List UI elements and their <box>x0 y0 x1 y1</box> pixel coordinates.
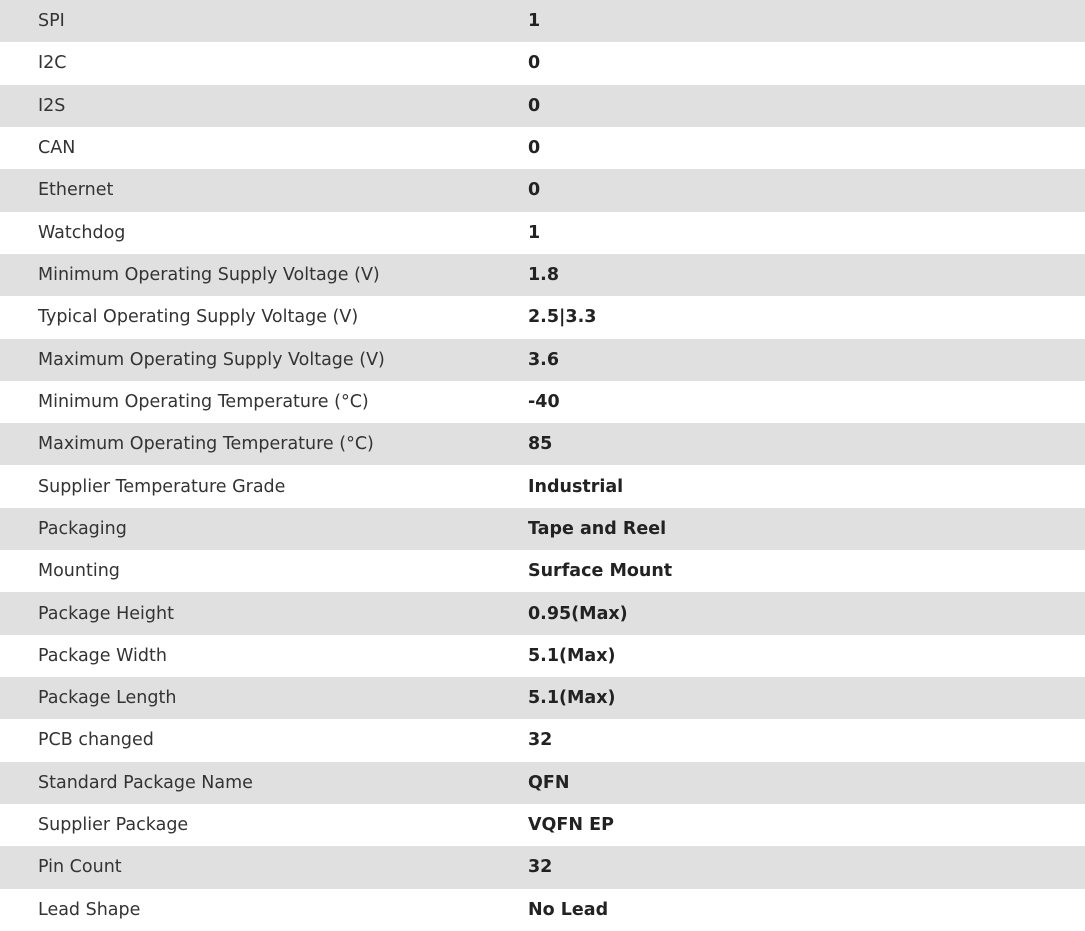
spec-value: Industrial <box>528 476 624 497</box>
spec-label: Supplier Package <box>38 815 189 836</box>
table-row <box>0 42 1085 84</box>
spec-label: Minimum Operating Supply Voltage (V) <box>38 265 380 286</box>
spec-value: VQFN EP <box>528 815 614 836</box>
table-row <box>0 804 1085 846</box>
spec-value: QFN <box>528 772 570 793</box>
spec-label: SPI <box>38 11 65 32</box>
spec-label: CAN <box>38 138 76 159</box>
spec-value: 1 <box>528 222 541 243</box>
table-row <box>0 465 1085 507</box>
table-row <box>0 508 1085 550</box>
table-row <box>0 296 1085 338</box>
spec-label: Package Length <box>38 688 177 709</box>
spec-value: 3.6 <box>528 349 560 370</box>
spec-value: 32 <box>528 730 553 751</box>
spec-label: Mounting <box>38 561 120 582</box>
table-row <box>0 592 1085 634</box>
spec-label: Packaging <box>38 518 127 539</box>
spec-value: 1.8 <box>528 265 560 286</box>
spec-label: Lead Shape <box>38 899 141 920</box>
spec-label: Maximum Operating Supply Voltage (V) <box>38 349 385 370</box>
spec-value: 0.95(Max) <box>528 603 628 624</box>
spec-value: 5.1(Max) <box>528 688 616 709</box>
spec-value: 2.5|3.3 <box>528 307 597 328</box>
spec-value: No Lead <box>528 899 609 920</box>
spec-value: 0 <box>528 53 541 74</box>
spec-value: 0 <box>528 95 541 116</box>
spec-value: 85 <box>528 434 553 455</box>
spec-label: I2S <box>38 95 66 116</box>
spec-value: 1 <box>528 11 541 32</box>
table-row <box>0 889 1085 931</box>
spec-value: Surface Mount <box>528 561 673 582</box>
spec-label: Package Width <box>38 645 167 666</box>
spec-value: 32 <box>528 857 553 878</box>
table-row <box>0 212 1085 254</box>
spec-value: 0 <box>528 180 541 201</box>
table-row <box>0 254 1085 296</box>
spec-label: Typical Operating Supply Voltage (V) <box>38 307 359 328</box>
spec-label: Pin Count <box>38 857 122 878</box>
spec-value: Tape and Reel <box>528 518 667 539</box>
spec-value: -40 <box>528 391 560 412</box>
table-row <box>0 846 1085 888</box>
spec-label: Package Height <box>38 603 174 624</box>
table-row <box>0 0 1085 42</box>
table-row <box>0 85 1085 127</box>
spec-label: Watchdog <box>38 222 126 243</box>
table-row <box>0 423 1085 465</box>
spec-label: PCB changed <box>38 730 154 751</box>
table-row <box>0 169 1085 211</box>
table-row <box>0 127 1085 169</box>
table-row <box>0 719 1085 761</box>
spec-value: 5.1(Max) <box>528 645 616 666</box>
spec-label: Ethernet <box>38 180 114 201</box>
spec-label: Maximum Operating Temperature (°C) <box>38 434 374 455</box>
table-row <box>0 635 1085 677</box>
spec-value: 0 <box>528 138 541 159</box>
table-row <box>0 677 1085 719</box>
spec-label: Supplier Temperature Grade <box>38 476 286 497</box>
table-row <box>0 762 1085 804</box>
spec-label: Minimum Operating Temperature (°C) <box>38 391 369 412</box>
table-row <box>0 339 1085 381</box>
spec-label: Standard Package Name <box>38 772 253 793</box>
spec-label: I2C <box>38 53 67 74</box>
table-row <box>0 381 1085 423</box>
table-row <box>0 550 1085 592</box>
